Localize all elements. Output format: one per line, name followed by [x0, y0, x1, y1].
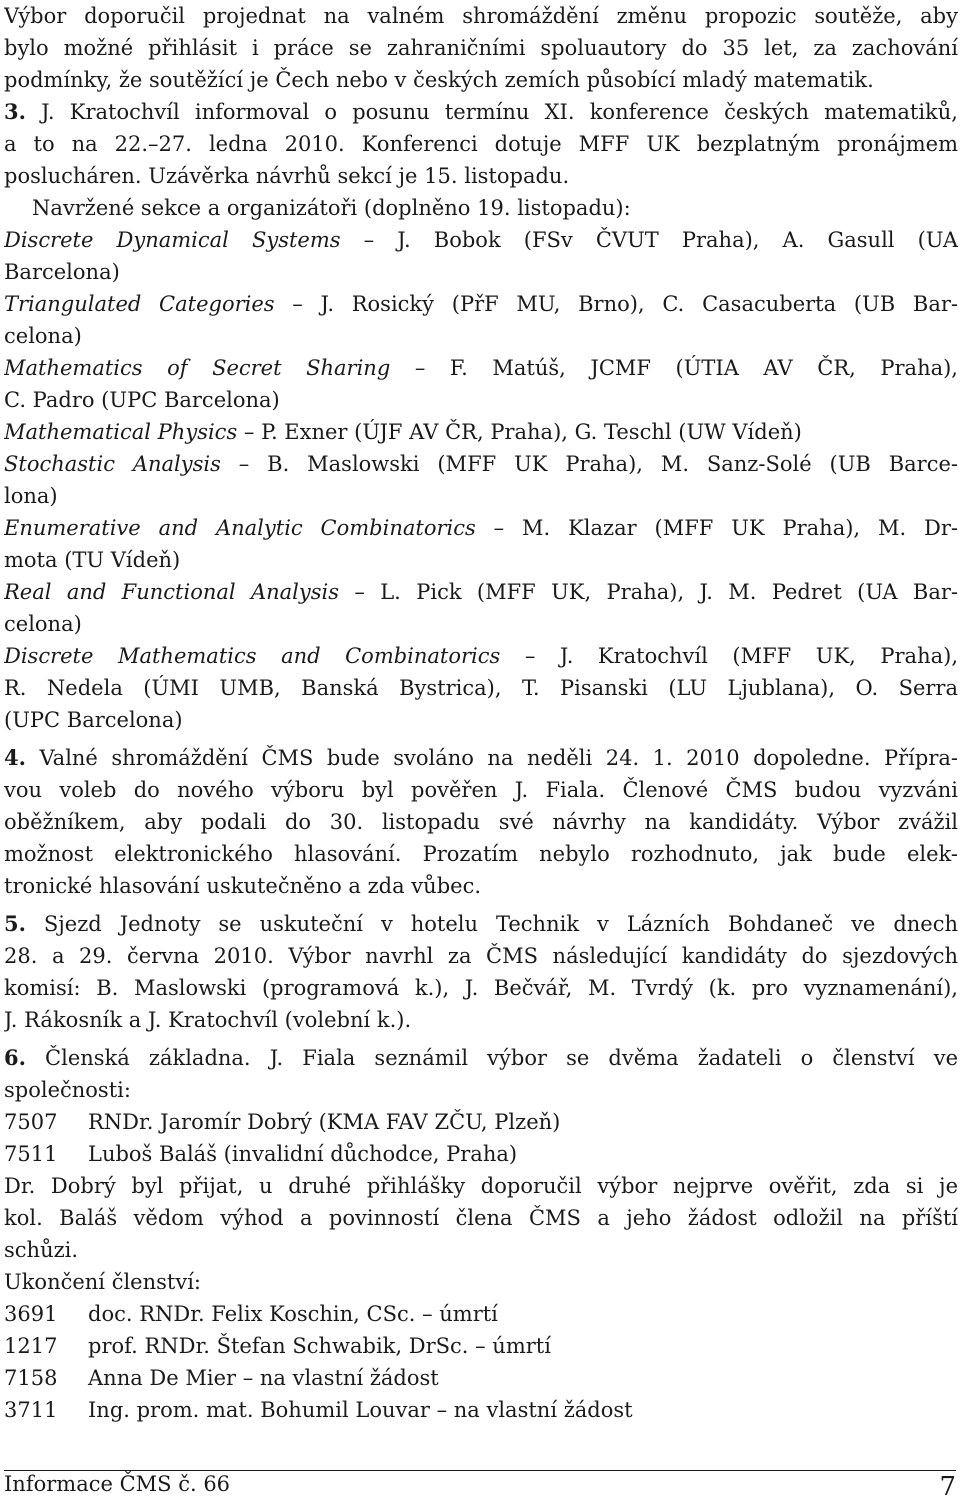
item-number: 6.	[4, 1045, 26, 1070]
text-line: vou voleb do nového výboru byl pověřen J. Fiala. Členové ČMS budou vyzváni	[4, 778, 958, 802]
intro-paragraph	[4, 0, 958, 96]
text-line: schůzi.	[4, 1238, 79, 1262]
member-number: 1217	[4, 1334, 58, 1358]
item-number: 4.	[4, 745, 26, 770]
section-title: Mathematical Physics	[4, 420, 238, 444]
publication-name: Informace ČMS č. 66	[4, 1472, 231, 1496]
applicant-row	[4, 1106, 958, 1138]
text-line: Výbor doporučil projednat na valném shromáždění změnu propozic soutěže, aby	[4, 4, 958, 28]
text-line: 28. a 29. června 2010. Výbor navrhl za ČMS následující kandidáty do sjezdových	[4, 944, 958, 968]
member-number: 3691	[4, 1302, 58, 1326]
section-organizers-cont: R. Nedela (ÚMI UMB, Banská Bystrica), T. Pisanski (LU Ljublana), O. Serra	[4, 676, 958, 700]
termination-heading: Ukončení členství:	[4, 1270, 201, 1294]
section-title: Enumerative and Analytic Combinatorics	[4, 516, 476, 540]
section-organizers-cont: Barcelona)	[4, 260, 120, 284]
text-line: komisí: B. Maslowski (programová k.), J. Bečvář, M. Tvrdý (k. pro vyznamenání),	[4, 976, 958, 1000]
section-organizers-cont: celona)	[4, 324, 82, 348]
text-line: J. Rákosník a J. Kratochvíl (volební k.).	[4, 1008, 412, 1032]
member-number: 7507	[4, 1110, 58, 1134]
section-organizers-cont: (UPC Barcelona)	[4, 708, 183, 732]
section-organizers-cont: lona)	[4, 484, 58, 508]
section-entry	[4, 224, 958, 288]
footer-rule	[4, 1470, 956, 1471]
section-organizers: – F. Matúš, JCMF (ÚTIA AV ČR, Praha),	[390, 356, 958, 380]
text-line: bylo možné přihlásit i práce se zahraničními spoluautory do 35 let, za zachování	[4, 36, 958, 60]
section-entry	[4, 288, 958, 352]
item-4	[4, 742, 958, 902]
section-entry	[4, 512, 958, 576]
member-name: RNDr. Jaromír Dobrý (KMA FAV ZČU, Plzeň)	[88, 1110, 561, 1134]
section-title: Triangulated Categories	[4, 292, 275, 316]
termination-row	[4, 1330, 958, 1362]
section-title: Stochastic Analysis	[4, 452, 221, 476]
member-name: doc. RNDr. Felix Koschin, CSc. – úmrtí	[88, 1302, 498, 1326]
termination-row	[4, 1394, 958, 1426]
text-line: společnosti:	[4, 1078, 131, 1102]
text-line: Dr. Dobrý byl přijat, u druhé přihlášky doporučil výbor nejprve ověřit, zda si je	[4, 1174, 958, 1198]
text-line: oběžníkem, aby podali do 30. listopadu své návrhy na kandidáty. Výbor zvážil	[4, 810, 958, 834]
section-title: Mathematics of Secret Sharing	[4, 356, 391, 380]
text-line: možnost elektronického hlasování. Prozatím nebylo rozhodnuto, jak bude elek-	[4, 842, 958, 866]
member-name: Ing. prom. mat. Bohumil Louvar – na vlastní žádost	[88, 1398, 633, 1422]
item-3	[4, 96, 958, 736]
section-organizers: – M. Klazar (MFF UK Praha), M. Dr-	[475, 516, 958, 540]
text-line: 4. Valné shromáždění ČMS bude svoláno na neděli 24. 1. 2010 dopoledne. Přípra-	[4, 745, 958, 770]
section-organizers: – J. Bobok (FSv ČVUT Praha), A. Gasull (UA	[340, 228, 958, 252]
section-organizers: – B. Maslowski (MFF UK Praha), M. Sanz-Solé (UB Barce-	[220, 452, 958, 476]
page-footer	[4, 1470, 956, 1500]
document-page	[4, 0, 958, 1426]
sections-heading: Navržené sekce a organizátoři (doplněno 19. listopadu):	[32, 196, 631, 220]
section-organizers-cont: C. Padro (UPC Barcelona)	[4, 388, 280, 412]
applicant-row	[4, 1138, 958, 1170]
item-5	[4, 908, 958, 1036]
section-title: Discrete Dynamical Systems	[4, 228, 341, 252]
text-line: 6. Členská základna. J. Fiala seznámil výbor se dvěma žadateli o členství ve	[4, 1045, 958, 1070]
member-number: 7158	[4, 1366, 58, 1390]
section-organizers-cont: celona)	[4, 612, 82, 636]
member-number: 3711	[4, 1398, 58, 1422]
section-entry	[4, 640, 958, 736]
member-name: prof. RNDr. Štefan Schwabik, DrSc. – úmrtí	[88, 1334, 551, 1358]
section-organizers-cont: mota (TU Vídeň)	[4, 548, 181, 572]
item-number: 3.	[4, 99, 26, 124]
termination-row	[4, 1298, 958, 1330]
section-entry	[4, 448, 958, 512]
section-organizers: – L. Pick (MFF UK, Praha), J. M. Pedret (UA Bar-	[339, 580, 958, 604]
section-title: Real and Functional Analysis	[4, 580, 340, 604]
page-number: 7	[939, 1472, 956, 1502]
text-line: kol. Baláš vědom výhod a povinností člena ČMS a jeho žádost odložil na příští	[4, 1206, 958, 1230]
text-line: podmínky, že soutěžící je Čech nebo v českých zemích působící mladý matematik.	[4, 68, 874, 92]
section-title: Discrete Mathematics and Combinatorics	[4, 644, 501, 668]
text-line: tronické hlasování uskutečněno a zda vůbec.	[4, 874, 482, 898]
termination-row	[4, 1362, 958, 1394]
section-organizers: – J. Rosický (PřF MU, Brno), C. Casacuberta (UB Bar-	[274, 292, 958, 316]
section-entry	[4, 352, 958, 416]
member-number: 7511	[4, 1142, 58, 1166]
member-name: Luboš Baláš (invalidní důchodce, Praha)	[88, 1142, 518, 1166]
text-line: poslucháren. Uzávěrka návrhů sekcí je 15. listopadu.	[4, 164, 570, 188]
member-name: Anna De Mier – na vlastní žádost	[88, 1366, 439, 1390]
item-6	[4, 1042, 958, 1426]
section-entry	[4, 416, 958, 448]
section-organizers: – J. Kratochvíl (MFF UK, Praha),	[500, 644, 958, 668]
text-line: a to na 22.–27. ledna 2010. Konferenci dotuje MFF UK bezplatným pronájmem	[4, 132, 958, 156]
section-entry	[4, 576, 958, 640]
text-line: 3. J. Kratochvíl informoval o posunu termínu XI. konference českých matematiků,	[4, 99, 958, 124]
text-line: 5. Sjezd Jednoty se uskuteční v hotelu Technik v Lázních Bohdaneč ve dnech	[4, 911, 958, 936]
section-organizers: – P. Exner (ÚJF AV ČR, Praha), G. Teschl (UW Vídeň)	[237, 420, 802, 444]
item-number: 5.	[4, 911, 26, 936]
